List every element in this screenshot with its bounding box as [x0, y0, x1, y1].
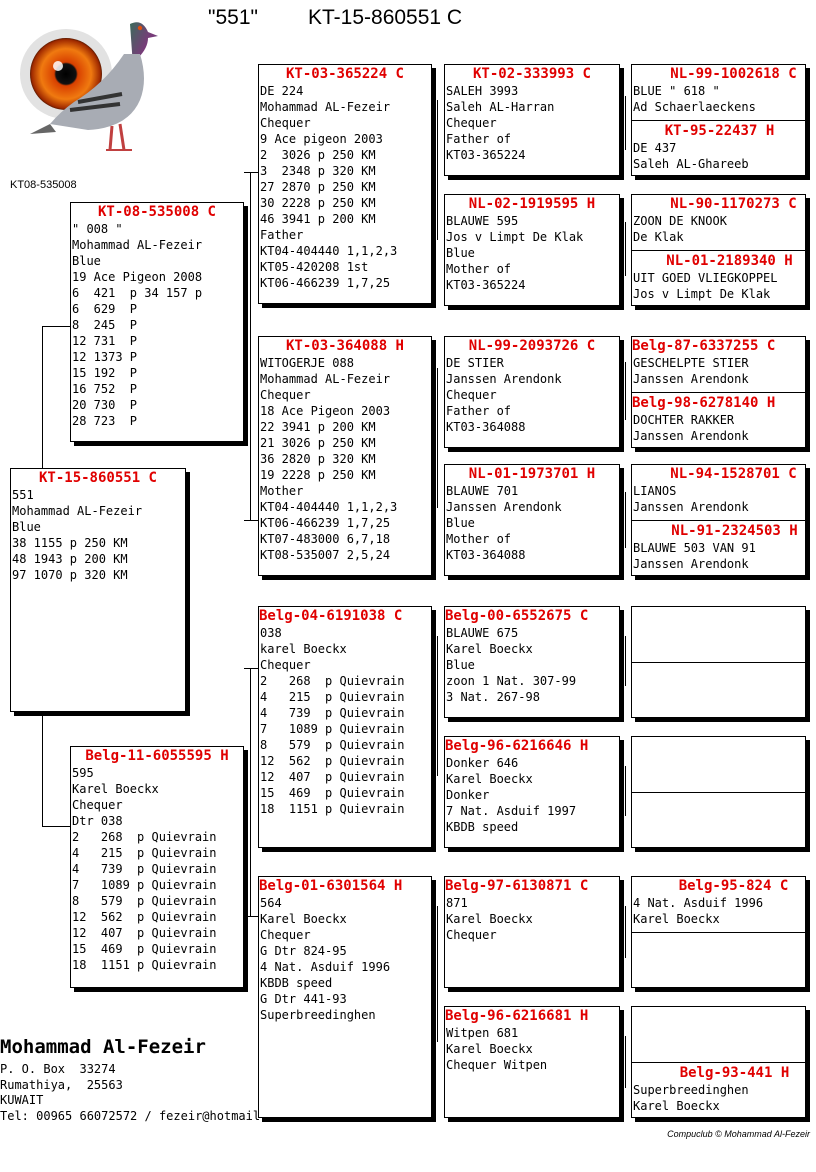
ring-number: Belg-00-6552675 C: [445, 608, 589, 624]
card-line: LIANOS: [633, 484, 677, 498]
card-line: UIT GOED VLIEGKOPPEL: [633, 271, 778, 285]
card-line: 038: [260, 626, 282, 640]
connector-line: [250, 668, 251, 916]
card-line: DOCHTER RAKKER: [633, 413, 735, 427]
card-line: 871: [446, 896, 468, 910]
card-line: 18 1151 p Quievrain: [72, 958, 217, 972]
card-line: Superbreedinghen: [260, 1008, 376, 1022]
card-line: 16 752 P: [72, 382, 138, 396]
card-line: 4 215 p Quievrain: [260, 690, 405, 704]
card-line: KT03-364088: [446, 420, 526, 434]
card-line: 22 3941 p 200 KM: [260, 420, 376, 434]
card-line: Blue: [446, 658, 475, 672]
card-line: SALEH 3993: [446, 84, 519, 98]
ring-number: KT-03-364088 H: [285, 338, 404, 354]
card-line: BLAUWE 595: [446, 214, 519, 228]
card-line: Mother of: [446, 262, 512, 276]
pigeon-photo: [8, 14, 168, 191]
card-line: DE 224: [260, 84, 304, 98]
card-line: 36 2820 p 320 KM: [260, 452, 376, 466]
card-line: 12 407 p Quievrain: [260, 770, 405, 784]
card-line: 18 Ace Pigeon 2003: [260, 404, 391, 418]
ring-number: Belg-96-6216646 H: [445, 738, 589, 754]
card-line: Dtr 038: [72, 814, 123, 828]
connector-line: [244, 172, 258, 173]
ring-number: Belg-97-6130871 C: [445, 878, 589, 894]
card-line: 38 1155 p 250 KM: [12, 536, 128, 550]
card-line: 15 192 P: [72, 366, 138, 380]
card-line: Chequer: [446, 928, 497, 942]
card-line: 4 Nat. Asduif 1996: [260, 960, 391, 974]
card-line: Mohammad AL-Fezeir: [12, 504, 143, 518]
card-line: BLAUWE 675: [446, 626, 519, 640]
card-line: Jos v Limpt De Klak: [633, 287, 771, 301]
pigeon-card-pair-4[interactable]: [631, 464, 806, 576]
card-line: Blue: [446, 246, 475, 260]
card-line: Chequer: [446, 388, 497, 402]
card-line: KT03-365224: [446, 278, 526, 292]
card-line: Saleh AL-Ghareeb: [633, 157, 749, 171]
owner-contact: Tel: 00965 66072572 / fezeir@hotmail.: [0, 1109, 268, 1123]
pigeon-card-pair-5[interactable]: [631, 606, 806, 718]
card-line: Donker: [446, 788, 490, 802]
card-line: Father of: [446, 132, 512, 146]
ring-number: Belg-11-6055595 H: [85, 748, 229, 764]
ring-number: Belg-96-6216681 H: [445, 1008, 589, 1024]
card-line: KT04-404440 1,1,2,3: [260, 500, 398, 514]
card-line: 8 579 p Quievrain: [260, 738, 405, 752]
card-line: Chequer: [260, 388, 311, 402]
ring-number: NL-01-2189340 H: [666, 253, 793, 269]
ring-number: Belg-01-6301564 H: [259, 878, 403, 894]
card-line: 19 Ace Pigeon 2008: [72, 270, 203, 284]
card-line: Chequer: [260, 928, 311, 942]
card-line: KBDB speed: [446, 820, 519, 834]
pigeon-card-dsd[interactable]: [444, 736, 620, 848]
card-line: Janssen Arendonk: [633, 372, 749, 386]
ring-number: NL-99-1002618 C: [670, 66, 797, 82]
pigeon-ring-title: KT-15-860551 C: [308, 6, 463, 29]
card-line: Jos v Limpt De Klak: [446, 230, 584, 244]
card-line: 4 Nat. Asduif 1996: [633, 896, 764, 910]
connector-line: [42, 712, 43, 826]
connector-line: [244, 520, 258, 521]
connector-line: [250, 172, 251, 520]
ring-number: KT-95-22437 H: [664, 123, 775, 139]
connector-line: [42, 326, 43, 468]
card-line: 15 469 p Quievrain: [72, 942, 217, 956]
card-line: KT06-466239 1,7,25: [260, 516, 391, 530]
card-line: Chequer: [72, 798, 123, 812]
pair-divider: [632, 250, 806, 251]
card-line: 27 2870 p 250 KM: [260, 180, 376, 194]
owner-address-line: Rumathiya, 25563: [0, 1078, 123, 1092]
ring-number: NL-02-1919595 H: [468, 196, 596, 212]
card-line: 6 421 p 34 157 p: [72, 286, 203, 300]
card-line: Karel Boeckx: [446, 912, 533, 926]
card-line: 18 1151 p Quievrain: [260, 802, 405, 816]
ring-number: KT-02-333993 C: [472, 66, 591, 82]
pigeon-card-dam-dam[interactable]: [258, 876, 432, 1118]
ring-number: Belg-87-6337255 C: [632, 338, 776, 354]
ring-number: KT-15-860551 C: [38, 470, 157, 486]
pigeon-card-dam[interactable]: [70, 746, 244, 988]
ring-number: Belg-04-6191038 C: [259, 608, 403, 624]
card-line: WITOGERJE 088: [260, 356, 354, 370]
card-line: Karel Boeckx: [446, 642, 533, 656]
card-line: 97 1070 p 320 KM: [12, 568, 128, 582]
owner-address-line: P. O. Box 33274: [0, 1062, 116, 1076]
card-line: Karel Boeckx: [260, 912, 347, 926]
card-line: 12 407 p Quievrain: [72, 926, 217, 940]
card-line: 2 3026 p 250 KM: [260, 148, 376, 162]
connector-line: [625, 362, 626, 420]
ring-number: NL-94-1528701 C: [670, 466, 797, 482]
card-line: Chequer: [260, 116, 311, 130]
connector-line: [625, 906, 626, 958]
card-line: 30 2228 p 250 KM: [260, 196, 376, 210]
pigeon-card-sire-sire[interactable]: [258, 64, 432, 304]
ring-number: NL-01-1973701 H: [468, 466, 596, 482]
connector-line: [244, 668, 258, 669]
pigeon-card-pair-8[interactable]: [631, 1006, 806, 1118]
ring-number: NL-91-2324503 H: [671, 523, 798, 539]
card-line: 12 731 P: [72, 334, 138, 348]
card-line: 564: [260, 896, 282, 910]
owner-name: Mohammad Al-Fezeir: [0, 1036, 206, 1058]
pair-divider: [632, 392, 806, 393]
card-line: 12 562 p Quievrain: [72, 910, 217, 924]
card-line: GESCHELPTE STIER: [633, 356, 749, 370]
card-line: 551: [12, 488, 34, 502]
card-line: 4 215 p Quievrain: [72, 846, 217, 860]
card-line: G Dtr 824-95: [260, 944, 347, 958]
card-line: 2 268 p Quievrain: [260, 674, 405, 688]
card-line: DE 437: [633, 141, 677, 155]
pigeon-card-ssd[interactable]: [444, 194, 620, 306]
card-line: 4 739 p Quievrain: [260, 706, 405, 720]
pigeon-card-sire-dam[interactable]: [258, 336, 432, 576]
pigeon-name: "551": [208, 6, 258, 29]
connector-line: [625, 636, 626, 686]
ring-number: Belg-93-441 H: [679, 1065, 790, 1081]
card-line: Blue: [446, 516, 475, 530]
card-line: ZOON DE KNOOK: [633, 214, 727, 228]
card-line: Janssen Arendonk: [446, 500, 562, 514]
connector-line: [42, 826, 70, 827]
connector-line: [625, 96, 626, 150]
card-line: Father: [260, 228, 304, 242]
card-line: BLAUWE 701: [446, 484, 519, 498]
card-line: Karel Boeckx: [633, 912, 720, 926]
card-line: 12 1373 P: [72, 350, 138, 364]
card-line: 7 1089 p Quievrain: [72, 878, 217, 892]
connector-line: [437, 906, 438, 1042]
card-line: Blue: [72, 254, 101, 268]
connector-line: [625, 222, 626, 276]
card-line: 46 3941 p 200 KM: [260, 212, 376, 226]
pigeon-card-pair-1[interactable]: [631, 64, 806, 176]
card-line: Mohammad AL-Fezeir: [260, 100, 391, 114]
pigeon-card-sdd[interactable]: [444, 464, 620, 576]
pigeon-card-sire[interactable]: [70, 202, 244, 442]
card-line: 595: [72, 766, 94, 780]
card-line: 7 Nat. Asduif 1997: [446, 804, 577, 818]
card-line: Blue: [12, 520, 41, 534]
owner-address-line: KUWAIT: [0, 1093, 44, 1107]
card-line: BLAUWE 503 VAN 91: [633, 541, 756, 555]
card-line: 20 730 P: [72, 398, 138, 412]
card-line: 3 2348 p 320 KM: [260, 164, 376, 178]
card-line: KT07-483000 6,7,18: [260, 532, 391, 546]
card-line: KBDB speed: [260, 976, 333, 990]
card-line: 21 3026 p 250 KM: [260, 436, 376, 450]
card-line: Saleh AL-Harran: [446, 100, 555, 114]
ring-number: NL-99-2093726 C: [468, 338, 596, 354]
card-line: G Dtr 441-93: [260, 992, 347, 1006]
pair-divider: [632, 932, 806, 933]
connector-line: [625, 1036, 626, 1088]
ring-number: Belg-95-824 C: [678, 878, 789, 894]
card-line: Mohammad AL-Fezeir: [72, 238, 203, 252]
card-line: 7 1089 p Quievrain: [260, 722, 405, 736]
card-line: 9 Ace pigeon 2003: [260, 132, 383, 146]
card-line: 4 739 p Quievrain: [72, 862, 217, 876]
card-line: 12 562 p Quievrain: [260, 754, 405, 768]
pigeon-card-ddd[interactable]: [444, 1006, 620, 1118]
pair-divider: [632, 662, 806, 663]
card-line: zoon 1 Nat. 307-99: [446, 674, 577, 688]
card-line: KT03-365224: [446, 148, 526, 162]
card-line: De Klak: [633, 230, 684, 244]
pigeon-card-subject[interactable]: [10, 468, 186, 712]
ring-number: Belg-98-6278140 H: [632, 395, 776, 411]
card-line: KT05-420208 1st: [260, 260, 369, 274]
card-line: KT03-364088: [446, 548, 526, 562]
card-line: Chequer Witpen: [446, 1058, 548, 1072]
card-line: 2 268 p Quievrain: [72, 830, 217, 844]
connector-line: [437, 100, 438, 240]
card-line: 19 2228 p 250 KM: [260, 468, 376, 482]
footer-credit: Compuclub © Mohammad Al-Fezeir: [667, 1129, 810, 1139]
connector-line: [625, 766, 626, 816]
connector-line: [625, 492, 626, 548]
ring-number: KT-08-535008 C: [97, 204, 216, 220]
pigeon-card-pair-3[interactable]: [631, 336, 806, 448]
pigeon-card-dam-sire[interactable]: [258, 606, 432, 848]
pigeon-card-pair-6[interactable]: [631, 736, 806, 848]
card-line: Karel Boeckx: [72, 782, 159, 796]
pigeon-card-pair-2[interactable]: [631, 194, 806, 306]
card-line: Mother: [260, 484, 304, 498]
card-line: Karel Boeckx: [633, 1099, 720, 1113]
card-line: 28 723 P: [72, 414, 138, 428]
card-line: Donker 646: [446, 756, 519, 770]
card-line: DE STIER: [446, 356, 504, 370]
card-line: Janssen Arendonk: [633, 429, 749, 443]
connector-line: [437, 368, 438, 508]
card-line: Janssen Arendonk: [633, 557, 749, 571]
card-line: Superbreedinghen: [633, 1083, 749, 1097]
card-line: Mother of: [446, 532, 512, 546]
pigeon-card-dss[interactable]: [444, 606, 620, 718]
pair-divider: [632, 120, 806, 121]
card-line: Mohammad AL-Fezeir: [260, 372, 391, 386]
card-line: Karel Boeckx: [446, 772, 533, 786]
card-line: 15 469 p Quievrain: [260, 786, 405, 800]
pair-divider: [632, 792, 806, 793]
card-line: 6 629 P: [72, 302, 138, 316]
card-line: 48 1943 p 200 KM: [12, 552, 128, 566]
connector-line: [437, 636, 438, 776]
pigeon-card-pair-7[interactable]: [631, 876, 806, 988]
photo-caption: KT08-535008: [10, 179, 77, 191]
card-line: Janssen Arendonk: [633, 500, 749, 514]
card-line: Witpen 681: [446, 1026, 519, 1040]
ring-number: KT-03-365224 C: [285, 66, 404, 82]
card-line: 8 579 p Quievrain: [72, 894, 217, 908]
card-line: KT04-404440 1,1,2,3: [260, 244, 398, 258]
card-line: Father of: [446, 404, 512, 418]
pigeon-card-sss[interactable]: [444, 64, 620, 176]
connector-line: [244, 916, 258, 917]
ring-number: NL-90-1170273 C: [670, 196, 797, 212]
card-line: KT08-535007 2,5,24: [260, 548, 391, 562]
card-line: 8 245 P: [72, 318, 138, 332]
pigeon-card-sds[interactable]: [444, 336, 620, 448]
card-line: karel Boeckx: [260, 642, 347, 656]
card-line: KT06-466239 1,7,25: [260, 276, 391, 290]
card-line: Chequer: [260, 658, 311, 672]
pair-divider: [632, 1062, 806, 1063]
connector-line: [42, 326, 70, 327]
card-line: BLUE " 618 ": [633, 84, 720, 98]
card-line: Karel Boeckx: [446, 1042, 533, 1056]
pair-divider: [632, 520, 806, 521]
card-line: Ad Schaerlaeckens: [633, 100, 756, 114]
card-line: Janssen Arendonk: [446, 372, 562, 386]
pigeon-card-dds[interactable]: [444, 876, 620, 988]
card-line: Chequer: [446, 116, 497, 130]
card-line: " 008 ": [72, 222, 123, 236]
card-line: 3 Nat. 267-98: [446, 690, 540, 704]
